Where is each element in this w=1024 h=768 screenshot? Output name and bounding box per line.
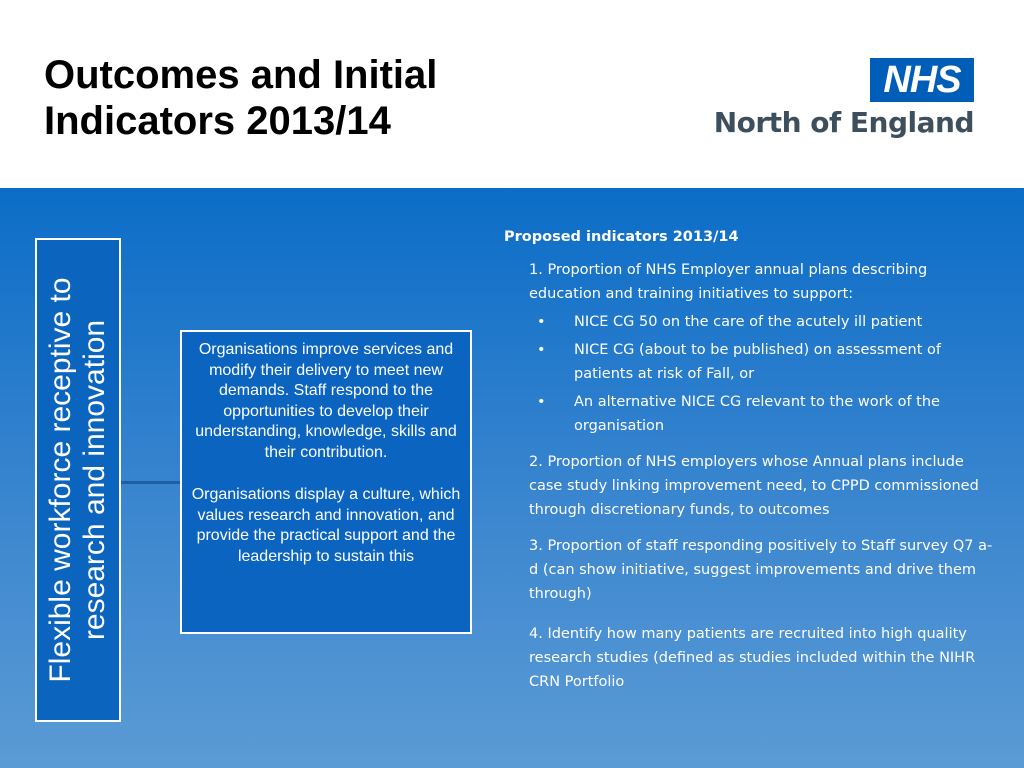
connector-line bbox=[121, 481, 181, 484]
nhs-logo bbox=[713, 58, 1000, 148]
bullet-item: • NICE CG 50 on the care of the acutely ill patient bbox=[504, 310, 994, 334]
outcomes-box bbox=[180, 330, 472, 634]
indicator-1-bullets bbox=[504, 310, 994, 438]
indicator-4: 4. Identify how many patients are recruited into high quality research studies (defined as studies included within the NIHR CRN Portfolio bbox=[529, 626, 976, 690]
outcome-2: Organisations display a culture, which values research and innovation, and provide the practical support and the leadership to sustain this bbox=[191, 486, 461, 565]
bullet-item: • NICE CG (about to be published) on assessment of patients at risk of Fall, or bbox=[504, 338, 994, 386]
indicators-heading: Proposed indicators 2013/14 bbox=[504, 229, 739, 245]
indicator-1: 1. Proportion of NHS Employer annual plans describing education and training initiatives to support: bbox=[529, 262, 928, 302]
nhs-logo-mark: NHS bbox=[870, 58, 974, 102]
slide-header bbox=[0, 0, 1024, 188]
nhs-logo-region: North of England bbox=[713, 106, 974, 139]
outcome-1: Organisations improve services and modify their delivery to meet new demands. Staff respond to the opportunities to develop their understanding, knowledge, skills and their contribution. bbox=[195, 341, 457, 461]
indicator-2: 2. Proportion of NHS employers whose Annual plans include case study linking improvement need, to CPPD commissioned through discretionary funds, to outcomes bbox=[529, 454, 979, 518]
workforce-label-box bbox=[35, 238, 121, 722]
indicators-list bbox=[504, 225, 994, 706]
title-line-1: Outcomes and Initial bbox=[44, 53, 438, 97]
indicator-3: 3. Proportion of staff responding positively to Staff survey Q7 a-d (can show initiative, suggest improvements and drive them through) bbox=[529, 538, 993, 602]
workforce-label: Flexible workforce receptive to research and innovation bbox=[44, 277, 111, 683]
title-line-2: Indicators 2013/14 bbox=[44, 99, 391, 143]
bullet-item: • An alternative NICE CG relevant to the work of the organisation bbox=[504, 390, 994, 438]
slide-title bbox=[44, 52, 437, 144]
